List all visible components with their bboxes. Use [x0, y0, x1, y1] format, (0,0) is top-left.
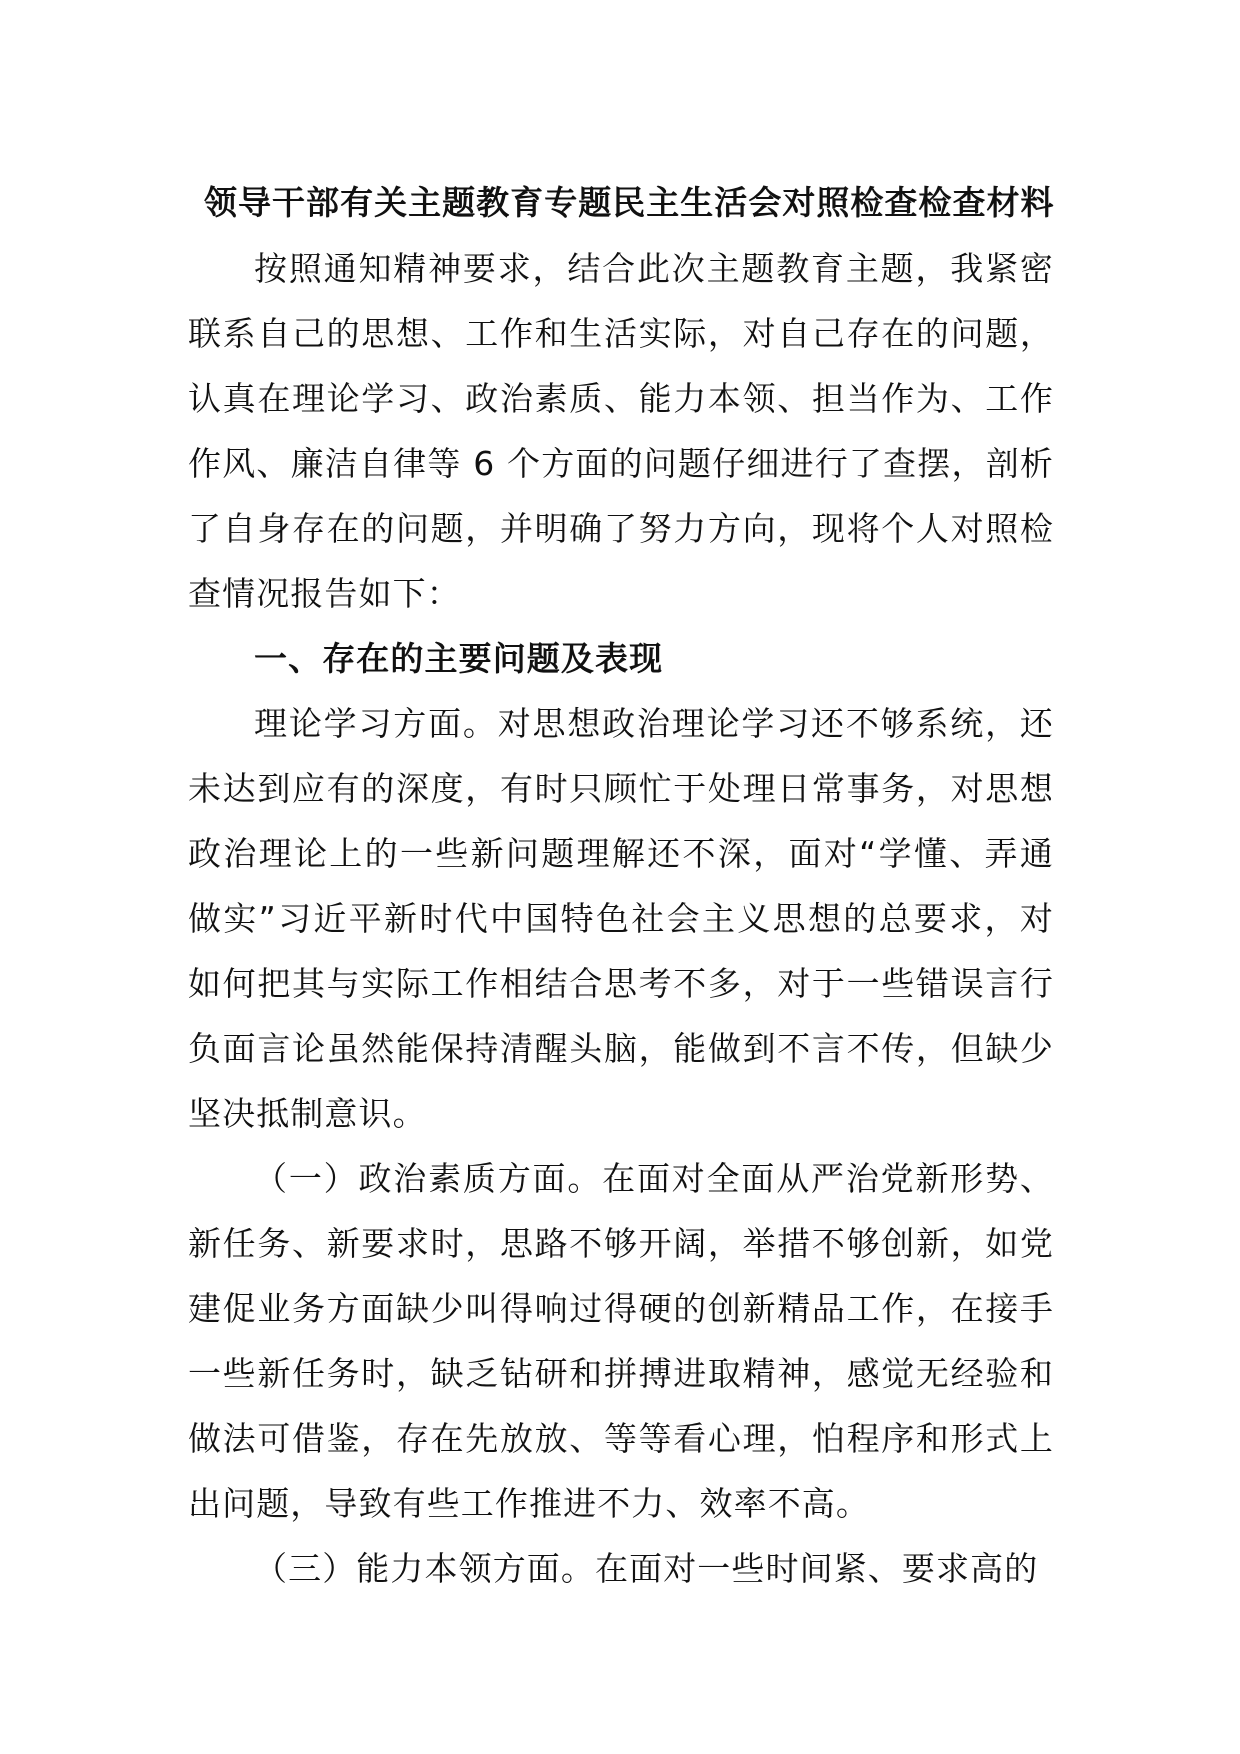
section-heading-1: 一、存在的主要问题及表现	[254, 639, 664, 678]
ability-paragraph: （三）能力本领方面。在面对一些时间紧、要求高的	[254, 1549, 1039, 1588]
theory-study-paragraph: 理论学习方面。对思想政治理论学习还不够系统，还未达到应有的深度，有时只顾忙于处理日常事务，对思想政治理论上的一些新问题理解还不深，面对“学懂、弄通做实”习近平新时代中国特色社会主义思想的总要求，对如何把其与实际工作相结合思考不多，对于一些错误言行负面言论虽然能保持清醒头脑，能做到不言不传，但缺少坚决抵制意识。	[188, 704, 1054, 1133]
political-quality-paragraph: （一）政治素质方面。在面对全面从严治党新形势、新任务、新要求时，思路不够开阔，举措不够创新，如党建促业务方面缺少叫得响过得硬的创新精品工作，在接手一些新任务时，缺乏钻研和拼搏进取精神，感觉无经验和做法可借鉴，存在先放放、等等看心理，怕程序和形式上出问题，导致有些工作推进不力、效率不高。	[188, 1159, 1054, 1523]
document-title: 领导干部有关主题教育专题民主生活会对照检查检查材料	[204, 183, 1054, 222]
document-page	[188, 170, 1054, 1601]
intro-paragraph: 按照通知精神要求，结合此次主题教育主题，我紧密联系自己的思想、工作和生活实际，对自己存在的问题，认真在理论学习、政治素质、能力本领、担当作为、工作作风、廉洁自律等 6 个方面的问题仔细进行了查摆，剖析了自身存在的问题，并明确了努力方向，现将个人对照检查情况报告如下：	[188, 249, 1054, 613]
